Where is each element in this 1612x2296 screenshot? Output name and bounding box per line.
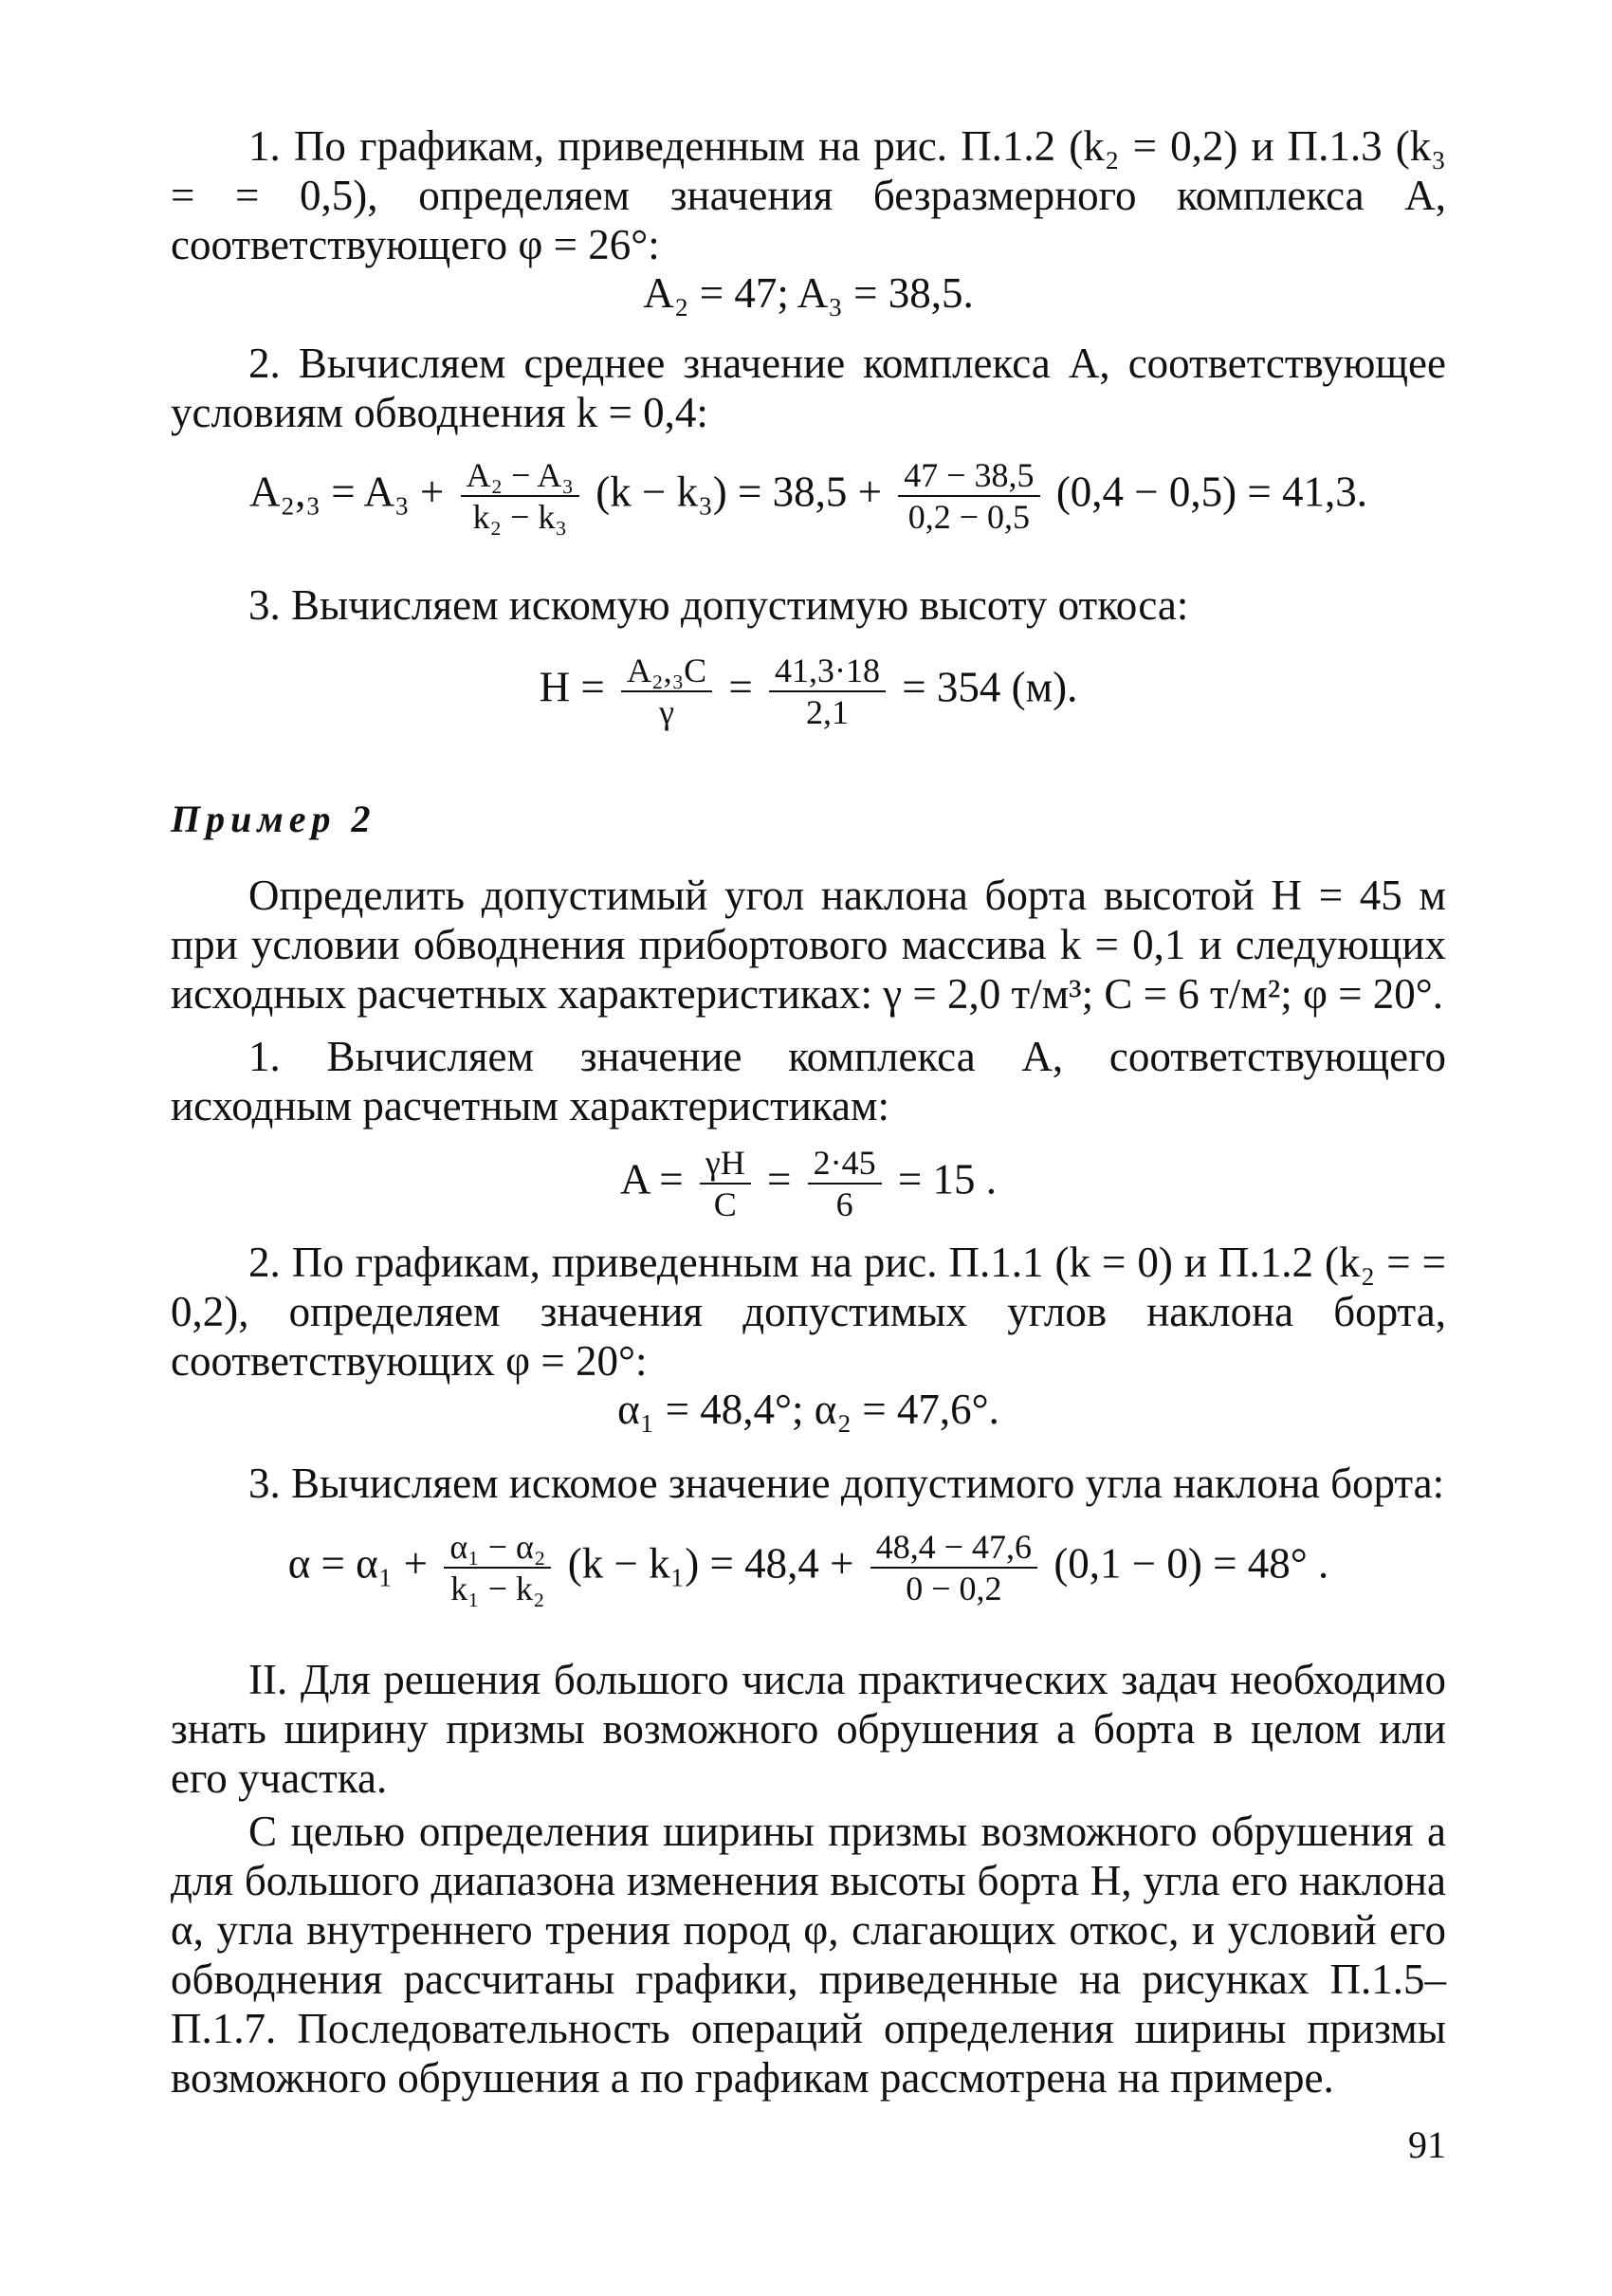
- eq3-fraction-2: [769, 651, 886, 732]
- task2-text: Определить допустимый угол наклона борта высотой H = 45 м при условии обводнения прибортового массива k = 0,1 и следующих исходных расчетных характеристиках: γ = 2,0 т/м³; C = 6 т/м²; φ = 20°.: [171, 872, 1446, 1018]
- eq2-fraction-2: [898, 455, 1039, 537]
- eq2-frac1-num: A₂ − A₃: [461, 455, 579, 497]
- eq2-frac2-num: 47 − 38,5: [898, 455, 1039, 497]
- eq4-frac1-num: γH: [700, 1143, 751, 1185]
- step1-text: 1. По графикам, приведенным на рис. П.1.2 (k₂ = 0,2) и П.1.3 (k₃ = = 0,5), определяем значения безразмерного комплекса A, соответствующего φ = 26°:: [171, 122, 1446, 268]
- equation-angles: α₁ = 48,4°; α₂ = 47,6°.: [617, 1386, 999, 1433]
- section3-text: С целью определения ширины призмы возможного обрушения a для большого диапазона изменения высоты борта H, угла его наклона α, угла внутреннего трения пород φ, слагающих откос, и условий его обводнения рассчитаны графики, приведенные на рисунках П.1.5–П.1.7. Последовательность операций определения ширины призмы возможного обрушения a по графикам рассмотрена на примере.: [171, 1808, 1446, 2102]
- eq3-eq: =: [728, 663, 753, 711]
- eq6-frac2-den: 0 − 0,2: [906, 1570, 1002, 1607]
- equation-complex-a: [171, 1143, 1446, 1224]
- eq4-rhs: = 15 .: [897, 1155, 998, 1203]
- eq2-lhs: A₂,₃ = A₃ +: [248, 468, 445, 516]
- step2b-paragraph: [171, 1238, 1446, 1386]
- eq4-lhs: A =: [619, 1155, 684, 1203]
- eq2-rhs: (0,4 − 0,5) = 41,3.: [1055, 468, 1368, 516]
- step1b-text: 1. Вычисляем значение комплекса A, соответствующего исходным расчетным характеристикам:: [171, 1033, 1446, 1130]
- equation-a2-a3: A₂ = 47; A₃ = 38,5.: [643, 269, 974, 317]
- step3-paragraph: [171, 580, 1446, 630]
- step1-paragraph: [171, 121, 1446, 269]
- step2-paragraph: [171, 339, 1446, 437]
- eq3-frac2-den: 2,1: [806, 693, 850, 731]
- example-heading: Пример 2: [171, 798, 376, 840]
- eq4-frac1-den: C: [713, 1185, 737, 1223]
- eq6-fraction-2: [870, 1527, 1037, 1608]
- step2b-text: 2. По графикам, приведенным на рис. П.1.1 (k = 0) и П.1.2 (k₂ = = 0,2), определяем значения допустимых углов наклона борта, соответствующих φ = 20°:: [171, 1239, 1446, 1385]
- eq3-frac2-num: 41,3·18: [769, 651, 886, 692]
- eq4-frac2-num: 2·45: [808, 1143, 882, 1185]
- equation-a23: [171, 455, 1446, 537]
- section2-paragraph: [171, 1655, 1446, 1803]
- step2-text: 2. Вычисляем среднее значение комплекса A, соответствующее условиям обводнения k = 0,4:: [171, 340, 1446, 436]
- eq2-frac2-den: 0,2 − 0,5: [907, 498, 1031, 536]
- eq6-mid: (k − k₁) = 48,4 +: [567, 1539, 854, 1588]
- step3b-text: 3. Вычисляем искомое значение допустимого угла наклона борта:: [248, 1460, 1445, 1507]
- eq4-eq: =: [767, 1155, 792, 1203]
- eq3-lhs: H =: [539, 663, 605, 711]
- eq4-fraction-1: [700, 1143, 751, 1224]
- section3-paragraph: [171, 1807, 1446, 2103]
- eq6-frac2-num: 48,4 − 47,6: [870, 1527, 1037, 1569]
- equation-height: [171, 651, 1446, 732]
- eq2-frac1-den: k₂ − k₃: [472, 498, 567, 536]
- eq6-rhs: (0,1 − 0) = 48° .: [1053, 1539, 1329, 1588]
- eq6-lhs: α = α₁ +: [287, 1539, 429, 1588]
- eq2-fraction-1: [461, 455, 579, 537]
- step1b-paragraph: [171, 1032, 1446, 1130]
- eq3-fraction-1: [621, 651, 712, 732]
- step3-text: 3. Вычисляем искомую допустимую высоту откоса:: [248, 581, 1189, 629]
- eq3-frac1-num: A₂,₃C: [621, 651, 712, 692]
- eq3-frac1-den: γ: [659, 693, 675, 731]
- task2-paragraph: [171, 871, 1446, 1019]
- eq3-rhs: = 354 (м).: [902, 663, 1078, 711]
- step3b-paragraph: [171, 1459, 1446, 1508]
- eq2-mid: (k − k₃) = 38,5 +: [595, 468, 882, 516]
- eq6-frac1-den: k₁ − k₂: [450, 1570, 545, 1607]
- eq4-frac2-den: 6: [835, 1185, 853, 1223]
- page-number: 91: [1408, 2123, 1446, 2166]
- equation-alpha: [171, 1527, 1446, 1608]
- eq4-fraction-2: [808, 1143, 882, 1224]
- eq6-frac1-num: α₁ − α₂: [444, 1527, 551, 1569]
- eq6-fraction-1: [444, 1527, 551, 1608]
- section2-text: II. Для решения большого числа практических задач необходимо знать ширину призмы возможного обрушения a борта в целом или его участка.: [171, 1656, 1446, 1802]
